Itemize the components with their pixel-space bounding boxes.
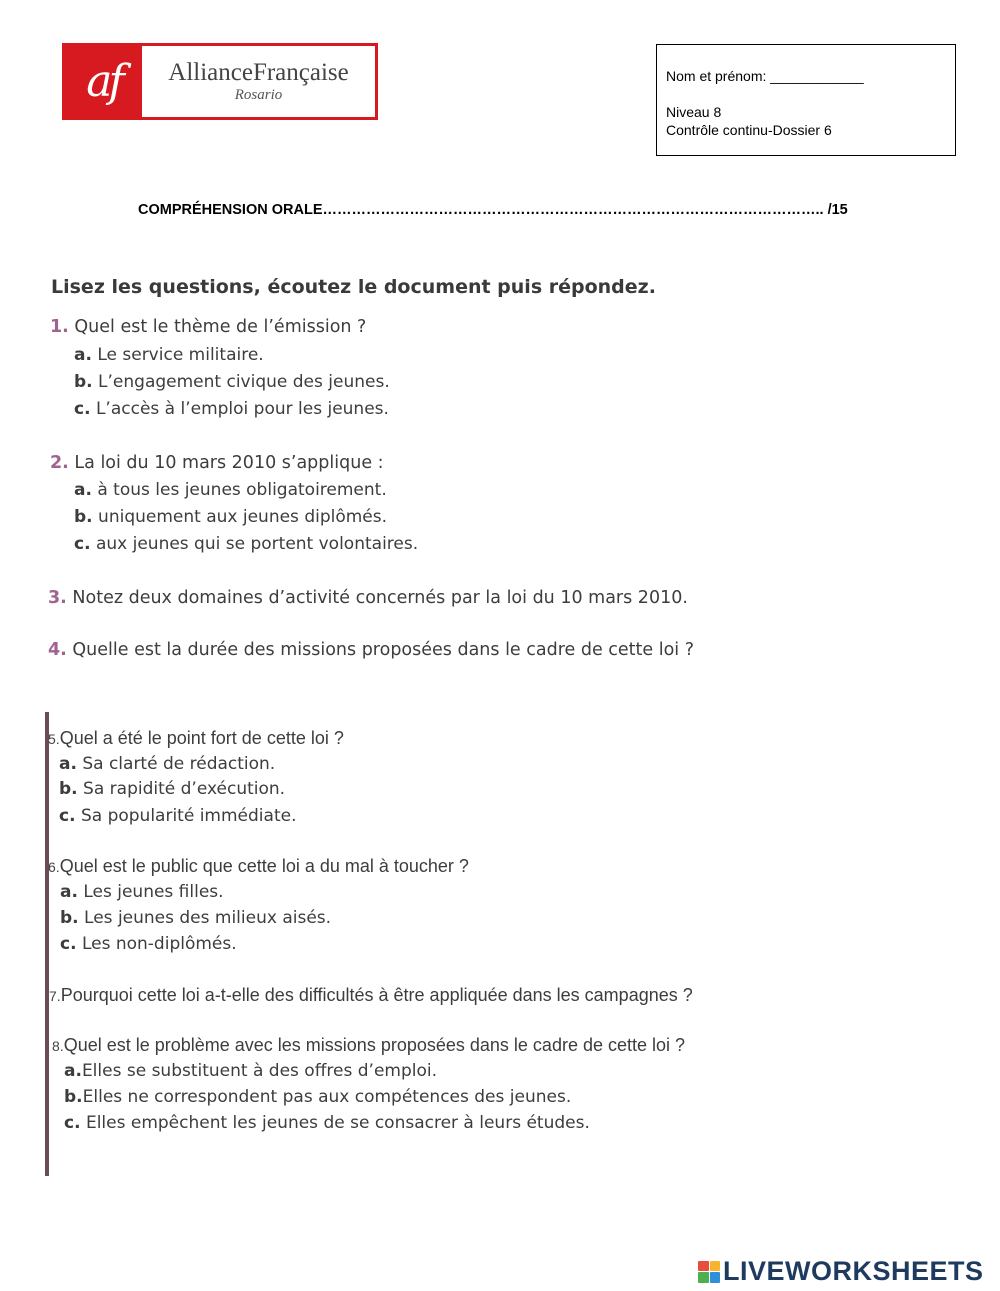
af-mark: af xyxy=(65,46,142,117)
logo-city: Rosario xyxy=(234,87,283,103)
question-2-option-a[interactable]: a. à tous les jeunes obligatoirement. xyxy=(74,480,387,500)
question-1-option-a[interactable]: a. Le service militaire. xyxy=(74,345,264,365)
question-1-option-b[interactable]: b. L’engagement civique des jeunes. xyxy=(74,372,390,392)
question-8: 8.Quel est le problème avec les missions proposées dans le cadre de cette loi ? xyxy=(52,1035,686,1055)
icon-square-i xyxy=(710,1261,721,1272)
section-title: COMPRÉHENSION ORALE………………………………………………………………………………………….. /15 xyxy=(138,202,848,218)
scan-edge xyxy=(45,712,49,1176)
question-5: 5.Quel a été le point fort de cette loi ? xyxy=(48,728,344,748)
question-8-option-a[interactable]: a.Elles se substituent à des offres d’emploi. xyxy=(64,1061,438,1081)
question-5-option-a[interactable]: a. Sa clarté de rédaction. xyxy=(59,754,276,774)
question-2-option-c[interactable]: c. aux jeunes qui se portent volontaires. xyxy=(74,534,419,554)
instruction: Lisez les questions, écoutez le document puis répondez. xyxy=(51,276,656,298)
icon-square-v xyxy=(698,1272,709,1283)
question-7: 7.Pourquoi cette loi a-t-elle des difficultés à être appliquée dans les campagnes ? xyxy=(49,985,693,1005)
question-8-option-b[interactable]: b.Elles ne correspondent pas aux compétences des jeunes. xyxy=(64,1087,572,1107)
question-6: 6.Quel est le public que cette loi a du mal à toucher ? xyxy=(48,856,469,876)
question-1-option-c[interactable]: c. L’accès à l’emploi pour les jeunes. xyxy=(74,399,389,419)
question-2-option-b[interactable]: b. uniquement aux jeunes diplômés. xyxy=(74,507,388,527)
question-5-option-b[interactable]: b. Sa rapidité d’exécution. xyxy=(59,779,286,799)
question-6-option-b[interactable]: b. Les jeunes des milieux aisés. xyxy=(60,908,332,928)
alliance-francaise-logo xyxy=(62,43,378,120)
question-6-option-c[interactable]: c. Les non-diplômés. xyxy=(60,934,237,954)
level-label: Niveau 8 xyxy=(666,104,722,120)
icon-square-l xyxy=(698,1261,709,1272)
question-1: 1. Quel est le thème de l’émission ? xyxy=(50,317,367,337)
question-8-option-c[interactable]: c. Elles empêchent les jeunes de se consacrer à leurs études. xyxy=(64,1113,590,1133)
brand-name: LIVEWORKSHEETS xyxy=(723,1256,984,1286)
icon-square-e xyxy=(710,1272,721,1283)
name-field[interactable]: Nom et prénom: ____________ xyxy=(666,68,864,84)
question-6-option-a[interactable]: a. Les jeunes filles. xyxy=(60,882,224,902)
logo-name: AllianceFrançaise xyxy=(168,59,349,86)
test-label: Contrôle continu-Dossier 6 xyxy=(666,122,832,138)
question-3: 3. Notez deux domaines d’activité concernés par la loi du 10 mars 2010. xyxy=(48,588,688,608)
question-4: 4. Quelle est la durée des missions proposées dans le cadre de cette loi ? xyxy=(48,640,695,660)
liveworksheets-brand xyxy=(698,1256,984,1287)
liveworksheets-icon xyxy=(698,1261,720,1283)
question-2: 2. La loi du 10 mars 2010 s’applique : xyxy=(50,453,384,473)
question-5-option-c[interactable]: c. Sa popularité immédiate. xyxy=(59,806,297,826)
student-info-box xyxy=(656,44,956,156)
